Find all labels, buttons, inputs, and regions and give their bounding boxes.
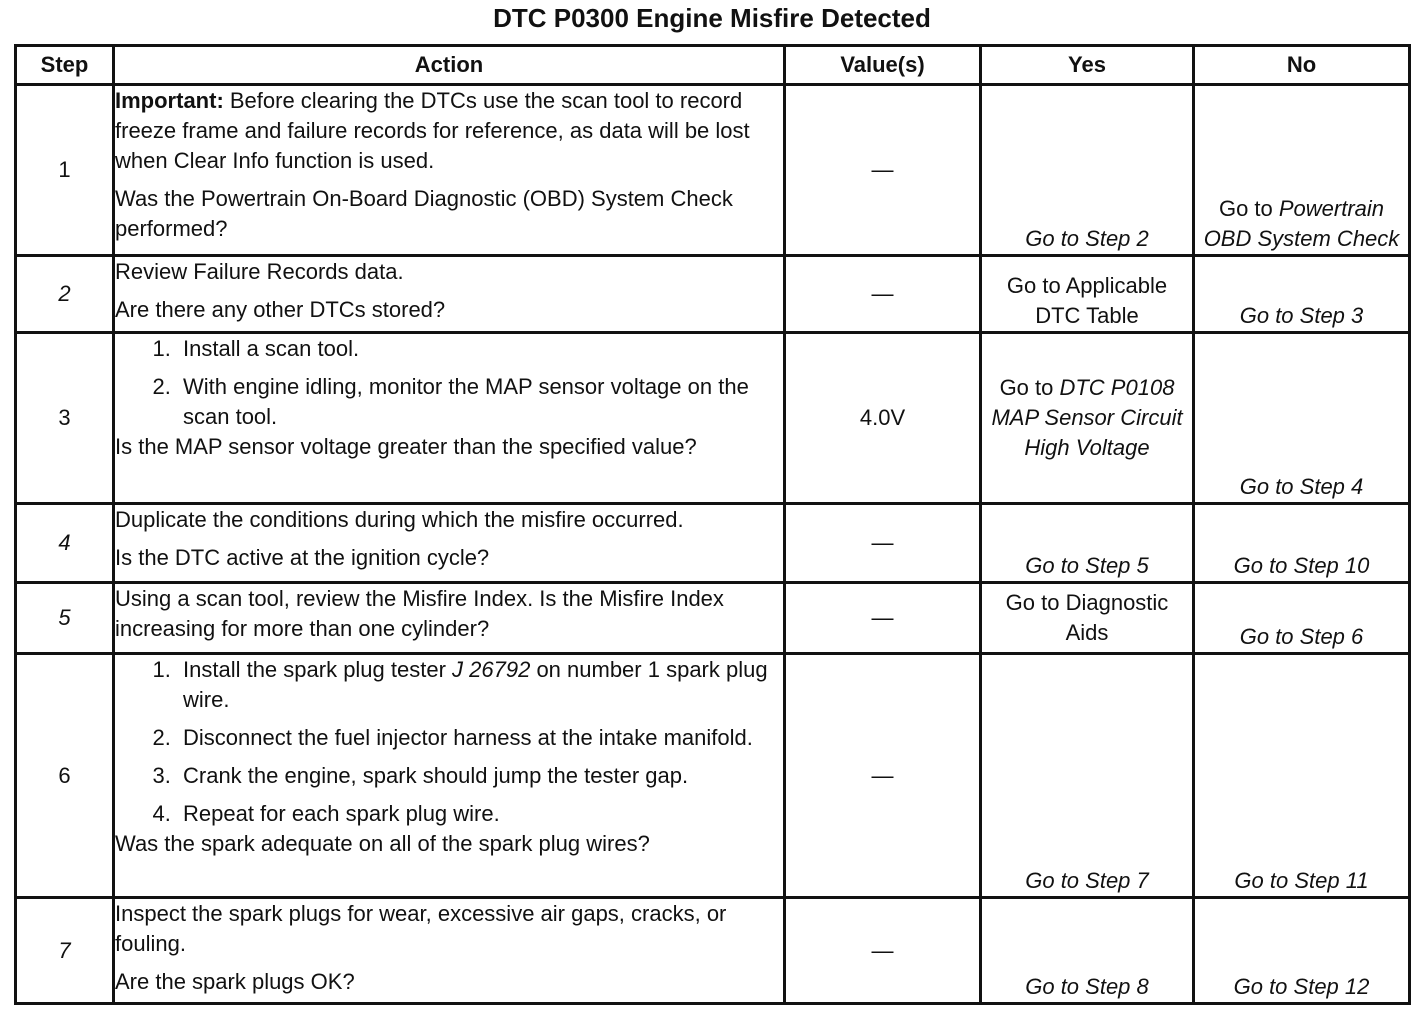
- yes-link[interactable]: Go to Step 2: [1025, 226, 1149, 251]
- yes-cell: [981, 583, 1194, 654]
- yes-cell: [981, 85, 1194, 256]
- header-action: Action: [114, 46, 785, 85]
- no-link[interactable]: Go to Step 3: [1239, 303, 1364, 328]
- question-text: Was the spark adequate on all of the spark plug wires?: [115, 831, 650, 856]
- header-row: [16, 46, 1410, 85]
- question-text: Is the MAP sensor voltage greater than the specified value?: [115, 434, 697, 459]
- yes-cell: [981, 654, 1194, 898]
- instruction-item: 4. Repeat for each spark plug wire.: [177, 799, 783, 829]
- step-number: 5: [16, 583, 114, 654]
- question-text: Are the spark plugs OK?: [115, 969, 355, 994]
- step-number: 1: [16, 85, 114, 256]
- step-number: 3: [16, 333, 114, 504]
- instruction-list: [115, 655, 783, 829]
- instruction-item: 2. Disconnect the fuel injector harness at the intake manifold.: [177, 723, 783, 753]
- action-text: Duplicate the conditions during which the misfire occurred.: [115, 507, 684, 532]
- table-row-step-6: [16, 654, 1410, 898]
- value-cell: —: [785, 256, 981, 333]
- action-cell: [114, 256, 785, 333]
- action-cell: [114, 583, 785, 654]
- action-cell: [114, 504, 785, 583]
- question-text: Are there any other DTCs stored?: [115, 297, 446, 322]
- value-cell: —: [785, 898, 981, 1004]
- yes-link[interactable]: Go to Applicable DTC Table: [1006, 273, 1168, 328]
- yes-cell: [981, 333, 1194, 504]
- table-row-step-3: [16, 333, 1410, 504]
- instruction-item: 2. With engine idling, monitor the MAP sensor voltage on the scan tool.: [177, 372, 783, 432]
- no-link[interactable]: Go to Step 4: [1239, 474, 1364, 499]
- step-number: 4: [16, 504, 114, 583]
- no-cell: [1194, 898, 1410, 1004]
- table-row-step-1: [16, 85, 1410, 256]
- tool-number: J 26792: [452, 657, 531, 682]
- yes-link[interactable]: [991, 375, 1182, 460]
- yes-link[interactable]: Go to Step 5: [1025, 553, 1149, 578]
- no-link[interactable]: Go to Step 10: [1233, 553, 1370, 578]
- action-cell: [114, 654, 785, 898]
- important-text: Before clearing the DTCs use the scan tool to record freeze frame and failure records for reference, as data will be lost when Clear Info function is used.: [115, 88, 750, 173]
- no-link[interactable]: Go to Step 6: [1239, 624, 1364, 649]
- yes-link[interactable]: Go to Step 7: [1025, 868, 1149, 893]
- important-label: Important:: [115, 88, 224, 113]
- step-number: 2: [16, 256, 114, 333]
- important-note: [115, 86, 783, 176]
- no-cell: [1194, 654, 1410, 898]
- instruction-item: 1. Install a scan tool.: [177, 334, 783, 364]
- no-cell: [1194, 256, 1410, 333]
- question-text: Is the DTC active at the ignition cycle?: [115, 545, 490, 570]
- yes-cell: [981, 898, 1194, 1004]
- no-cell: [1194, 85, 1410, 256]
- action-text: Inspect the spark plugs for wear, excessive air gaps, cracks, or fouling.: [115, 901, 727, 956]
- no-cell: [1194, 504, 1410, 583]
- dtc-table: [14, 44, 1411, 1005]
- action-cell: [114, 898, 785, 1004]
- instruction-list: [115, 334, 783, 432]
- page-title: DTC P0300 Engine Misfire Detected: [493, 3, 931, 33]
- value-cell: —: [785, 583, 981, 654]
- header-yes: Yes: [981, 46, 1194, 85]
- step-number: 6: [16, 654, 114, 898]
- table-row-step-7: [16, 898, 1410, 1004]
- table-row-step-2: [16, 256, 1410, 333]
- no-cell: [1194, 583, 1410, 654]
- yes-link[interactable]: Go to Diagnostic Aids: [1005, 590, 1169, 645]
- yes-link[interactable]: Go to Step 8: [1025, 974, 1149, 999]
- no-cell: [1194, 333, 1410, 504]
- action-cell: [114, 85, 785, 256]
- question-text: Was the Powertrain On-Board Diagnostic (OBD) System Check performed?: [115, 186, 733, 241]
- no-link[interactable]: [1204, 196, 1400, 251]
- table-row-step-5: [16, 583, 1410, 654]
- action-text: Review Failure Records data.: [115, 259, 404, 284]
- header-no: No: [1194, 46, 1410, 85]
- yes-cell: [981, 256, 1194, 333]
- value-cell: —: [785, 85, 981, 256]
- action-cell: [114, 333, 785, 504]
- action-text: Using a scan tool, review the Misfire Index. Is the Misfire Index increasing for more than one cylinder?: [115, 586, 724, 641]
- instruction-item: 1. Install the spark plug tester J 26792 on number 1 spark plug wire.: [177, 655, 783, 715]
- step-number: 7: [16, 898, 114, 1004]
- yes-link-target: DTC P0108 MAP Sensor Circuit High Voltage: [991, 375, 1183, 460]
- yes-link-prefix: Go to: [999, 375, 1060, 400]
- no-link[interactable]: Go to Step 11: [1234, 868, 1369, 893]
- header-step: Step: [16, 46, 114, 85]
- table-row-step-4: [16, 504, 1410, 583]
- no-link[interactable]: Go to Step 12: [1233, 974, 1370, 999]
- no-link-target: Powertrain OBD System Check: [1203, 196, 1400, 251]
- value-cell: 4.0V: [785, 333, 981, 504]
- value-cell: —: [785, 654, 981, 898]
- header-values: Value(s): [785, 46, 981, 85]
- yes-cell: [981, 504, 1194, 583]
- instruction-item: 3. Crank the engine, spark should jump the tester gap.: [177, 761, 783, 791]
- value-cell: —: [785, 504, 981, 583]
- no-link-prefix: Go to: [1218, 196, 1279, 221]
